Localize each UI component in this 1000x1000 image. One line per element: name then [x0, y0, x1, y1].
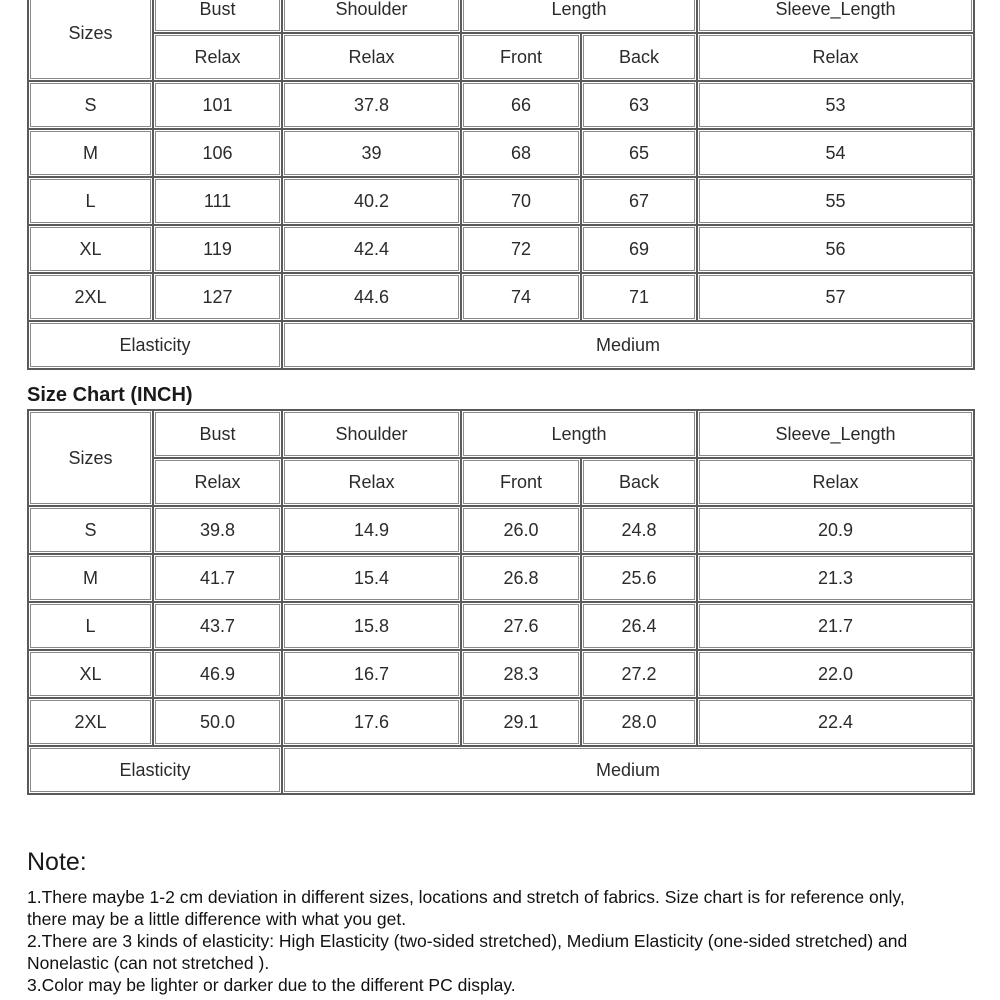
table-row: [28, 81, 974, 129]
value-cell: 55: [697, 177, 974, 225]
value-cell: 69: [581, 225, 697, 273]
note-line: 1.There maybe 1-2 cm deviation in different sizes, locations and stretch of fabrics. Size chart is for reference only,: [27, 887, 905, 907]
header-row-sub: [28, 458, 974, 506]
elasticity-value: Medium: [282, 746, 974, 794]
header-sizes: Sizes: [28, 0, 153, 81]
elasticity-row: [28, 746, 974, 794]
value-cell: 46.9: [153, 650, 282, 698]
table-row: [28, 554, 974, 602]
header-bust: Bust: [153, 0, 282, 33]
value-cell: 101: [153, 81, 282, 129]
value-cell: 29.1: [461, 698, 581, 746]
elasticity-row: [28, 321, 974, 369]
value-cell: 127: [153, 273, 282, 321]
value-cell: 25.6: [581, 554, 697, 602]
header-length: Length: [461, 410, 697, 458]
value-cell: 37.8: [282, 81, 461, 129]
table-row: [28, 177, 974, 225]
value-cell: 43.7: [153, 602, 282, 650]
value-cell: 27.6: [461, 602, 581, 650]
header-shoulder: Shoulder: [282, 0, 461, 33]
subheader-cell: Relax: [282, 33, 461, 81]
subheader-cell: Relax: [697, 33, 974, 81]
header-row-sub: [28, 33, 974, 81]
value-cell: 24.8: [581, 506, 697, 554]
size-chart-cm-table: [27, 0, 975, 370]
value-cell: 71: [581, 273, 697, 321]
value-cell: 26.4: [581, 602, 697, 650]
value-cell: 42.4: [282, 225, 461, 273]
value-cell: 14.9: [282, 506, 461, 554]
value-cell: 67: [581, 177, 697, 225]
value-cell: 66: [461, 81, 581, 129]
size-cell: S: [28, 81, 153, 129]
size-cell: 2XL: [28, 698, 153, 746]
header-row-groups: [28, 410, 974, 458]
size-cell: M: [28, 129, 153, 177]
value-cell: 63: [581, 81, 697, 129]
value-cell: 26.8: [461, 554, 581, 602]
size-cell: L: [28, 602, 153, 650]
note-body: [27, 886, 977, 996]
value-cell: 21.3: [697, 554, 974, 602]
value-cell: 21.7: [697, 602, 974, 650]
value-cell: 53: [697, 81, 974, 129]
header-length: Length: [461, 0, 697, 33]
table-row: [28, 650, 974, 698]
table-row: [28, 129, 974, 177]
value-cell: 54: [697, 129, 974, 177]
table-row: [28, 225, 974, 273]
value-cell: 39: [282, 129, 461, 177]
table-row: [28, 698, 974, 746]
table-row: [28, 602, 974, 650]
value-cell: 15.4: [282, 554, 461, 602]
value-cell: 41.7: [153, 554, 282, 602]
size-cell: L: [28, 177, 153, 225]
subheader-cell: Relax: [282, 458, 461, 506]
value-cell: 28.3: [461, 650, 581, 698]
elasticity-value: Medium: [282, 321, 974, 369]
note-line: there may be a little difference with what you get.: [27, 909, 407, 929]
subheader-cell: Relax: [153, 458, 282, 506]
note-line: Nonelastic (can not stretched ).: [27, 953, 270, 973]
table-row: [28, 506, 974, 554]
note-title: Note:: [27, 848, 87, 876]
value-cell: 111: [153, 177, 282, 225]
subheader-cell: Relax: [697, 458, 974, 506]
inch-chart-title: Size Chart (INCH): [27, 384, 193, 406]
subheader-cell: Front: [461, 33, 581, 81]
value-cell: 20.9: [697, 506, 974, 554]
value-cell: 22.0: [697, 650, 974, 698]
subheader-cell: Front: [461, 458, 581, 506]
value-cell: 16.7: [282, 650, 461, 698]
size-cell: XL: [28, 650, 153, 698]
value-cell: 17.6: [282, 698, 461, 746]
size-cell: M: [28, 554, 153, 602]
elasticity-label: Elasticity: [28, 746, 282, 794]
size-cell: S: [28, 506, 153, 554]
value-cell: 57: [697, 273, 974, 321]
subheader-cell: Relax: [153, 33, 282, 81]
value-cell: 74: [461, 273, 581, 321]
header-bust: Bust: [153, 410, 282, 458]
elasticity-label: Elasticity: [28, 321, 282, 369]
value-cell: 70: [461, 177, 581, 225]
size-chart-inch-table: [27, 409, 975, 795]
header-sizes: Sizes: [28, 410, 153, 506]
value-cell: 68: [461, 129, 581, 177]
value-cell: 26.0: [461, 506, 581, 554]
header-sleeve-length: Sleeve_Length: [697, 410, 974, 458]
value-cell: 44.6: [282, 273, 461, 321]
subheader-cell: Back: [581, 458, 697, 506]
size-cell: XL: [28, 225, 153, 273]
value-cell: 50.0: [153, 698, 282, 746]
subheader-cell: Back: [581, 33, 697, 81]
value-cell: 106: [153, 129, 282, 177]
value-cell: 22.4: [697, 698, 974, 746]
header-shoulder: Shoulder: [282, 410, 461, 458]
table-row: [28, 273, 974, 321]
size-cell: 2XL: [28, 273, 153, 321]
value-cell: 56: [697, 225, 974, 273]
value-cell: 39.8: [153, 506, 282, 554]
value-cell: 15.8: [282, 602, 461, 650]
value-cell: 27.2: [581, 650, 697, 698]
value-cell: 28.0: [581, 698, 697, 746]
value-cell: 65: [581, 129, 697, 177]
value-cell: 40.2: [282, 177, 461, 225]
value-cell: 72: [461, 225, 581, 273]
value-cell: 119: [153, 225, 282, 273]
note-line: 2.There are 3 kinds of elasticity: High Elasticity (two-sided stretched), Medium Elasticity (one-sided stretched) and: [27, 931, 908, 951]
header-row-groups: [28, 0, 974, 33]
note-line: 3.Color may be lighter or darker due to the different PC display.: [27, 975, 516, 995]
header-sleeve-length: Sleeve_Length: [697, 0, 974, 33]
